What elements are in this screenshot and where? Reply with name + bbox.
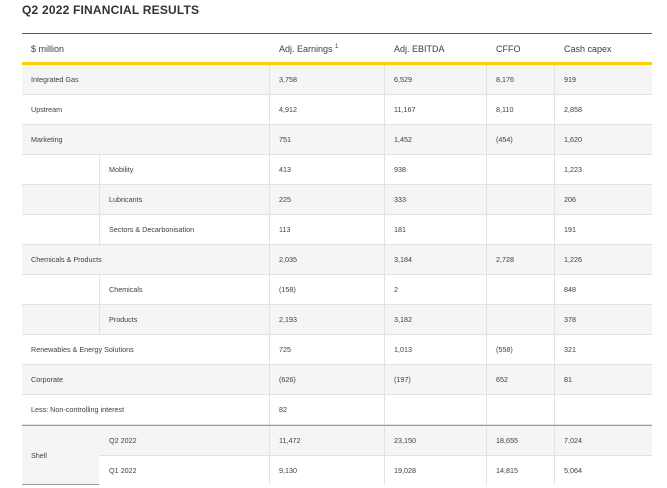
cell-cash-capex: 191 bbox=[564, 225, 576, 234]
cell-adj-ebitda: (197) bbox=[394, 375, 411, 384]
table-body bbox=[22, 65, 652, 425]
column-divider bbox=[486, 426, 487, 455]
column-divider bbox=[384, 275, 385, 304]
header-adj-ebitda: Adj. EBITDA bbox=[394, 44, 445, 54]
column-divider bbox=[554, 185, 555, 214]
column-divider bbox=[384, 245, 385, 274]
row-label: Corporate bbox=[31, 375, 63, 384]
table-row bbox=[22, 395, 652, 425]
column-divider bbox=[99, 215, 100, 244]
column-divider bbox=[486, 185, 487, 214]
row-sublabel: Products bbox=[109, 315, 138, 324]
column-divider bbox=[269, 395, 270, 424]
column-divider bbox=[554, 125, 555, 154]
column-divider bbox=[384, 395, 385, 424]
column-divider bbox=[269, 365, 270, 394]
cell-cffo: 14,815 bbox=[496, 466, 518, 475]
cell-adj-ebitda: 3,182 bbox=[394, 315, 412, 324]
cell-cash-capex: 1,620 bbox=[564, 135, 582, 144]
column-divider bbox=[554, 395, 555, 424]
table-row bbox=[22, 185, 652, 215]
row-label: Upstream bbox=[31, 105, 63, 114]
cell-cash-capex: 321 bbox=[564, 345, 576, 354]
row-sublabel: Lubricants bbox=[109, 195, 143, 204]
cell-cash-capex: 378 bbox=[564, 315, 576, 324]
column-divider bbox=[554, 215, 555, 244]
column-divider bbox=[486, 395, 487, 424]
cell-adj-earnings: 225 bbox=[279, 195, 291, 204]
column-divider bbox=[269, 275, 270, 304]
cell-cash-capex: 7,024 bbox=[564, 436, 582, 445]
column-divider bbox=[486, 365, 487, 394]
cell-cash-capex: 2,858 bbox=[564, 105, 582, 114]
cell-adj-earnings: 751 bbox=[279, 135, 291, 144]
column-divider bbox=[486, 155, 487, 184]
column-divider bbox=[384, 456, 385, 485]
column-divider bbox=[554, 365, 555, 394]
column-divider bbox=[486, 335, 487, 364]
cell-adj-earnings: 113 bbox=[279, 225, 291, 234]
column-divider bbox=[269, 185, 270, 214]
shell-total-block bbox=[22, 425, 652, 485]
table-row bbox=[22, 245, 652, 275]
cell-cffo: 2,728 bbox=[496, 255, 514, 264]
cell-adj-earnings: 11,472 bbox=[279, 436, 301, 445]
column-divider bbox=[554, 426, 555, 455]
cell-adj-earnings: 413 bbox=[279, 165, 291, 174]
column-divider bbox=[554, 65, 555, 94]
cell-cffo: 8,110 bbox=[496, 105, 514, 114]
column-divider bbox=[486, 305, 487, 334]
financial-results-table bbox=[22, 33, 652, 485]
column-divider bbox=[269, 456, 270, 485]
cell-cffo: (558) bbox=[496, 345, 513, 354]
cell-cash-capex: 5,064 bbox=[564, 466, 582, 475]
column-divider bbox=[384, 185, 385, 214]
cell-adj-ebitda: 19,028 bbox=[394, 466, 416, 475]
cell-cash-capex: 81 bbox=[564, 375, 572, 384]
header-cash-capex: Cash capex bbox=[564, 44, 612, 54]
row-label: Marketing bbox=[31, 135, 63, 144]
cell-adj-ebitda: 333 bbox=[394, 195, 406, 204]
column-divider bbox=[554, 335, 555, 364]
column-divider bbox=[269, 305, 270, 334]
cell-cffo: 18,655 bbox=[496, 436, 518, 445]
column-divider bbox=[486, 95, 487, 124]
table-row bbox=[22, 95, 652, 125]
cell-adj-earnings: 725 bbox=[279, 345, 291, 354]
row-sublabel: Q2 2022 bbox=[109, 436, 137, 445]
header-cffo: CFFO bbox=[496, 44, 521, 54]
column-divider bbox=[384, 426, 385, 455]
column-divider bbox=[486, 275, 487, 304]
column-divider bbox=[384, 335, 385, 364]
cell-adj-ebitda: 1,452 bbox=[394, 135, 412, 144]
cell-adj-earnings: 4,912 bbox=[279, 105, 297, 114]
column-divider bbox=[384, 155, 385, 184]
row-label: Less: Non-controlling interest bbox=[31, 405, 125, 414]
table-row bbox=[22, 365, 652, 395]
cell-cffo: (454) bbox=[496, 135, 513, 144]
table-row bbox=[22, 125, 652, 155]
column-divider bbox=[384, 215, 385, 244]
cell-adj-ebitda: 1,013 bbox=[394, 345, 412, 354]
cell-adj-ebitda: 23,150 bbox=[394, 436, 416, 445]
column-divider bbox=[384, 65, 385, 94]
table-header bbox=[22, 33, 652, 62]
column-divider bbox=[99, 305, 100, 334]
column-divider bbox=[554, 305, 555, 334]
column-divider bbox=[269, 426, 270, 455]
header-adj-earnings-label: Adj. Earnings bbox=[279, 44, 333, 54]
column-divider bbox=[554, 275, 555, 304]
cell-adj-earnings: 2,193 bbox=[279, 315, 297, 324]
row-sublabel: Sectors & Decarbonisation bbox=[109, 225, 195, 234]
column-divider bbox=[486, 215, 487, 244]
row-label: Integrated Gas bbox=[31, 75, 79, 84]
table-row bbox=[99, 426, 652, 456]
column-divider bbox=[269, 245, 270, 274]
cell-cash-capex: 1,223 bbox=[564, 165, 582, 174]
cell-cffo: 8,176 bbox=[496, 75, 514, 84]
table-row bbox=[22, 305, 652, 335]
table-row bbox=[22, 215, 652, 245]
column-divider bbox=[486, 245, 487, 274]
cell-cash-capex: 919 bbox=[564, 75, 576, 84]
footnote-marker: 1 bbox=[335, 44, 339, 50]
column-divider bbox=[384, 305, 385, 334]
row-sublabel: Mobility bbox=[109, 165, 134, 174]
row-sublabel: Q1 2022 bbox=[109, 466, 137, 475]
cell-adj-earnings: 82 bbox=[279, 405, 287, 414]
cell-cffo: 652 bbox=[496, 375, 508, 384]
column-divider bbox=[486, 125, 487, 154]
header-adj-earnings bbox=[279, 44, 338, 54]
column-divider bbox=[269, 215, 270, 244]
column-divider bbox=[384, 365, 385, 394]
cell-adj-ebitda: 938 bbox=[394, 165, 406, 174]
column-divider bbox=[384, 95, 385, 124]
cell-adj-earnings: (626) bbox=[279, 375, 296, 384]
cell-adj-earnings: (158) bbox=[279, 285, 296, 294]
column-divider bbox=[554, 245, 555, 274]
cell-adj-ebitda: 3,184 bbox=[394, 255, 412, 264]
column-divider bbox=[384, 125, 385, 154]
column-divider bbox=[554, 95, 555, 124]
cell-cash-capex: 848 bbox=[564, 285, 576, 294]
column-divider bbox=[269, 65, 270, 94]
column-divider bbox=[99, 275, 100, 304]
cell-cash-capex: 206 bbox=[564, 195, 576, 204]
column-divider bbox=[269, 125, 270, 154]
column-divider bbox=[99, 185, 100, 214]
header-segment: $ million bbox=[31, 44, 65, 54]
row-label: Renewables & Energy Solutions bbox=[31, 345, 134, 354]
table-row bbox=[22, 155, 652, 185]
column-divider bbox=[99, 155, 100, 184]
table-row bbox=[99, 456, 652, 485]
cell-adj-ebitda: 2 bbox=[394, 285, 398, 294]
cell-adj-earnings: 9,130 bbox=[279, 466, 297, 475]
cell-adj-ebitda: 11,167 bbox=[394, 105, 416, 114]
row-label: Chemicals & Products bbox=[31, 255, 102, 264]
shell-label: Shell bbox=[31, 450, 47, 460]
table-row bbox=[22, 335, 652, 365]
column-divider bbox=[269, 155, 270, 184]
column-divider bbox=[554, 456, 555, 485]
column-divider bbox=[269, 95, 270, 124]
column-divider bbox=[269, 335, 270, 364]
page-title: Q2 2022 FINANCIAL RESULTS bbox=[22, 3, 200, 17]
cell-adj-ebitda: 6,529 bbox=[394, 75, 412, 84]
cell-adj-earnings: 2,035 bbox=[279, 255, 297, 264]
column-divider bbox=[486, 456, 487, 485]
row-sublabel: Chemicals bbox=[109, 285, 143, 294]
column-divider bbox=[486, 65, 487, 94]
column-divider bbox=[554, 155, 555, 184]
table-row bbox=[22, 275, 652, 305]
cell-cash-capex: 1,226 bbox=[564, 255, 582, 264]
table-row bbox=[22, 65, 652, 95]
cell-adj-earnings: 3,758 bbox=[279, 75, 297, 84]
cell-adj-ebitda: 181 bbox=[394, 225, 406, 234]
